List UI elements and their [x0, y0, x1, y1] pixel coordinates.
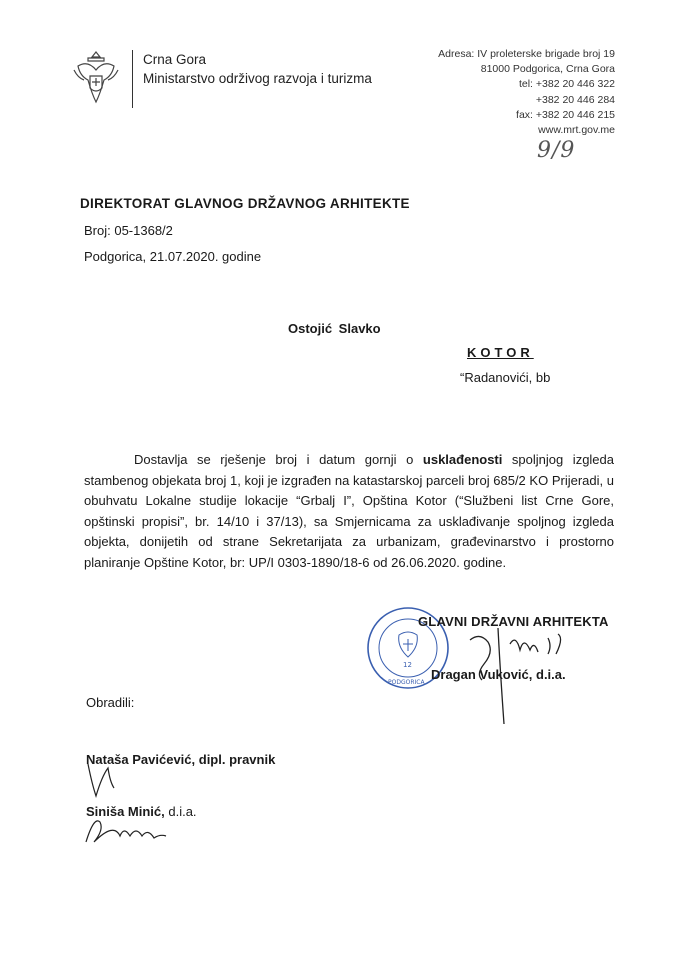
body-text-start: Dostavlja se rješenje broj i datum gornji o [134, 452, 423, 467]
processor-2-name: Siniša Minić, [86, 804, 165, 819]
address-block [438, 47, 615, 138]
document-number: Broj: 05-1368/2 [84, 223, 173, 238]
montenegro-coat-of-arms-icon [70, 48, 122, 108]
phone-1: tel: +382 20 446 322 [518, 78, 615, 91]
signatory-name: Dragan Vuković, d.i.a. [431, 667, 566, 682]
address-city: 81000 Podgorica, Crna Gora [480, 63, 615, 76]
body-text-rest: spoljnjog izgleda stambenog objekata broj 1, koji je izgrađen na katastarskoj parceli broj 685/2 KO Prijeradi, u obuhvatu Lokalne studije lokacije “Grbalj I”, Opština Kotor (“Službeni list Crne Gore, opštinski propisi”, br. 14/10 i 37/13), sa Smjernicama za usklađivanje spoljnog izgleda objekta, donijetih od strane Sekretarijata za urbanizam, građevinarstvo i prostorno planiranje Opštine Kotor, br: UP/I 0303-1890/18-6 od 26.06.2020. godine. [84, 452, 614, 570]
signatory-title: GLAVNI DRŽAVNI ARHITEKTA [418, 614, 609, 629]
handwritten-signature [440, 620, 590, 725]
department-title: DIREKTORAT GLAVNOG DRŽAVNOG ARHITEKTE [80, 196, 410, 211]
handwritten-page-mark: 9/9 [537, 138, 576, 163]
address-line: Adresa: IV proleterske brigade broj 19 [438, 48, 615, 60]
body-paragraph [84, 450, 614, 573]
stamp-city: PODGORICA [388, 679, 425, 686]
ministry-name: Ministarstvo održivog razvoja i turizma [143, 71, 372, 86]
initials-signature-1 [84, 760, 144, 800]
recipient-city: KOTOR [467, 345, 534, 360]
stamp-number: 12 [403, 661, 412, 669]
initials-signature-2 [80, 812, 200, 852]
processor-2-title: d.i.a. [164, 804, 197, 819]
processed-by-label: Obradili: [86, 695, 135, 710]
website-link[interactable]: www.mrt.gov.me [538, 124, 615, 137]
body-bold-term: usklađenosti [422, 452, 503, 467]
letter-body [84, 450, 614, 573]
fax: fax: +382 20 446 215 [516, 108, 615, 121]
header-divider [132, 50, 133, 108]
processor-1: Nataša Pavićević, dipl. pravnik [86, 752, 276, 767]
recipient-street: “Radanovići, bb [460, 370, 551, 385]
recipient-name: Ostojić Slavko [288, 321, 381, 336]
ministry-header [143, 50, 372, 88]
document-date: Podgorica, 21.07.2020. godine [84, 249, 262, 264]
phone-2: +382 20 446 284 [535, 93, 615, 106]
country-name: Crna Gora [143, 52, 207, 67]
